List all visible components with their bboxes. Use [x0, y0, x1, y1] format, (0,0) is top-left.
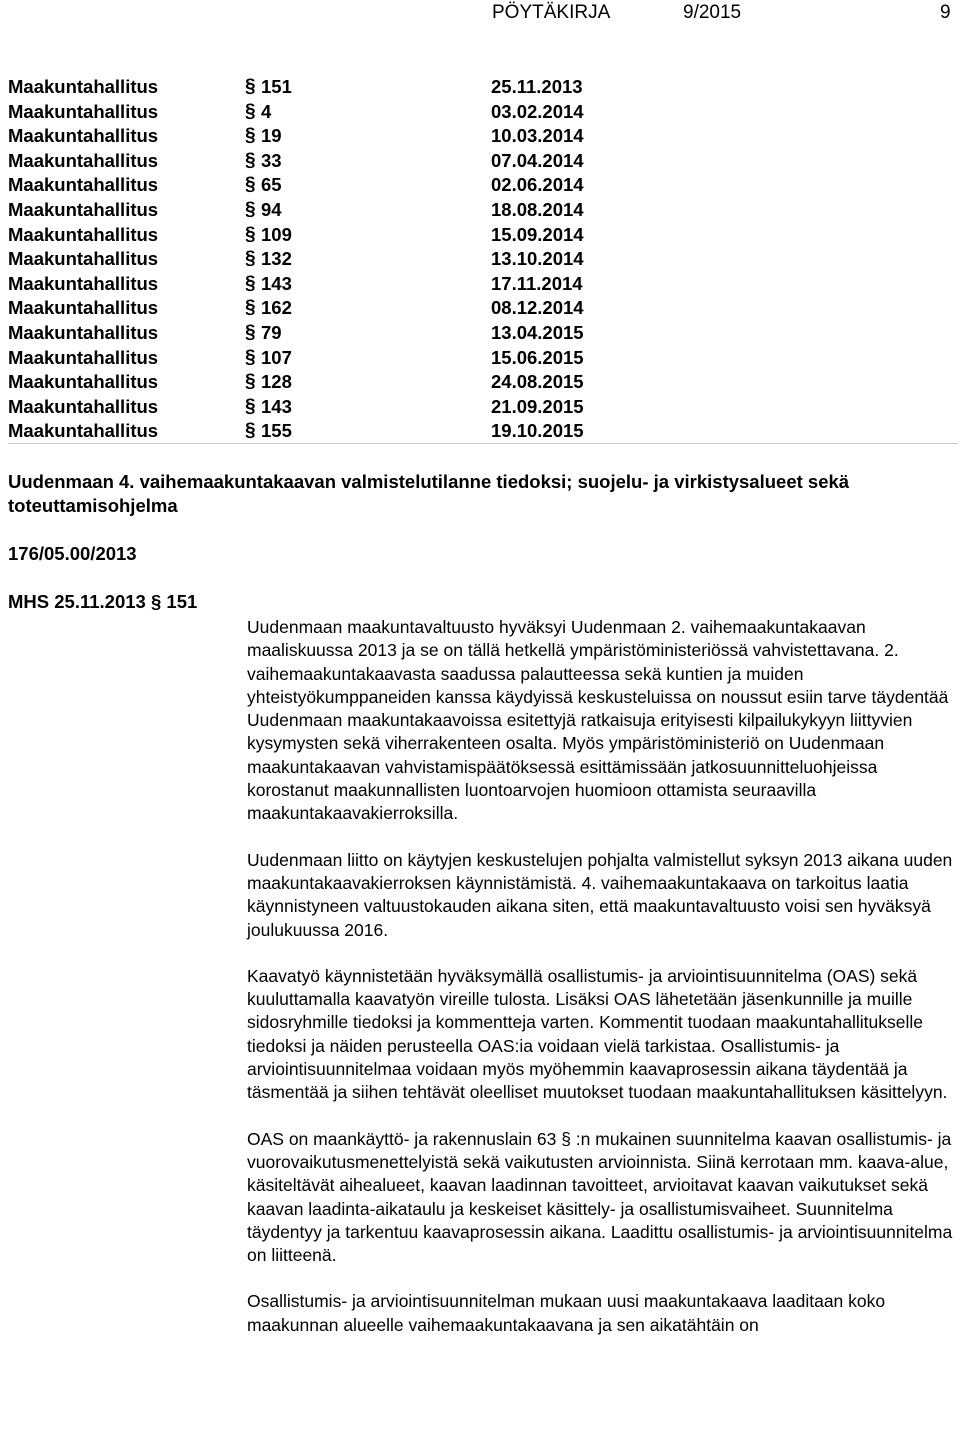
section-number: 128 — [261, 371, 292, 393]
decision-date: 17.11.2014 — [491, 272, 583, 294]
decision-body: Maakuntahallitus — [8, 198, 159, 220]
history-row — [8, 419, 953, 444]
item-body — [247, 616, 955, 1360]
body-paragraph: Uudenmaan liitto on käytyjen keskustelujen pohjalta valmistellut syksyn 2013 aikana uuden maakuntakaavakierroksen käynnistämistä. 4. vaihemaakuntakaava on tarkoitus laatia käynnistyneen valtuustokauden aikana siten, että maakuntavaltuusto voisi sen hyväksyä joulukuussa 2016. — [247, 849, 953, 940]
section-number: 155 — [261, 420, 292, 442]
section-mark: § — [245, 149, 256, 171]
section-number: 151 — [261, 76, 292, 97]
decision-date: 15.09.2014 — [491, 223, 584, 245]
reference-date: MHS 25.11.2013 — [8, 591, 146, 612]
decision-date: 21.09.2015 — [491, 395, 584, 417]
decision-date: 08.12.2014 — [491, 297, 584, 319]
decision-date: 07.04.2014 — [491, 149, 584, 171]
section-number: 19 — [261, 125, 282, 147]
previous-handling-reference — [8, 590, 197, 614]
decision-date: 13.10.2014 — [491, 248, 584, 270]
section-number: 143 — [261, 272, 292, 294]
section-mark: § — [245, 395, 256, 417]
body-paragraph: Osallistumis- ja arviointisuunnitelman mukaan uusi maakuntakaava laaditaan koko maakunnan alueelle vaihemaakuntakaavana ja sen aikatähtäin on — [247, 1291, 886, 1335]
history-row — [8, 124, 953, 149]
section-number: 143 — [261, 395, 292, 417]
decision-date: 10.03.2014 — [491, 125, 584, 147]
item-title: Uudenmaan 4. vaihemaakuntakaavan valmistelutilanne tiedoksi; suojelu- ja virkistysalueet sekä toteuttamisohjelma — [8, 471, 850, 516]
history-row — [8, 346, 953, 371]
decision-body: Maakuntahallitus — [8, 76, 159, 97]
section-mark: § — [245, 346, 256, 368]
decision-body: Maakuntahallitus — [8, 272, 159, 294]
decision-date: 03.02.2014 — [491, 100, 584, 122]
history-row — [8, 75, 953, 100]
decision-date: 02.06.2014 — [491, 174, 584, 196]
issue-number: 9/2015 — [683, 2, 742, 23]
history-row — [8, 272, 953, 297]
section-divider — [8, 443, 958, 444]
section-number: 109 — [261, 223, 292, 245]
section-number: 4 — [261, 100, 272, 122]
history-row — [8, 223, 953, 248]
history-row — [8, 100, 953, 125]
decision-body: Maakuntahallitus — [8, 395, 159, 417]
section-mark: § — [245, 198, 256, 220]
section-number: 33 — [261, 149, 282, 171]
section-mark: § — [245, 371, 256, 393]
section-mark: § — [245, 272, 256, 294]
decision-date: 15.06.2015 — [491, 346, 584, 368]
section-mark: § — [245, 174, 256, 196]
section-mark: § — [245, 248, 256, 270]
decision-body: Maakuntahallitus — [8, 321, 159, 343]
body-paragraph: Uudenmaan maakuntavaltuusto hyväksyi Uudenmaan 2. vaihemaakuntakaavan maaliskuussa 2013 ja se on tällä hetkellä ympäristöministeriössä vahvistettavana. 2. vaihemaakuntakaavasta saadussa palautteessa sekä kuntien ja muiden yhteistyökumppaneiden kanssa käydyissä keskusteluissa on noussut esiin tarve täydentää Uudenmaan maakuntakaavoissa esitettyjä ratkaisuja erityisesti kilpailukykyyn liittyvien kysymysten sekä viherrakenteen osalta. Myös ympäristöministeriö on Uudenmaan maakuntakaavan vahvistamispäätöksessä esittämissään jatkosuunnitteluohjeissa korostanut maakunnallisten luontoarvojen huomioon ottamista seuraavilla maakuntakaavakierroksilla. — [247, 617, 949, 824]
section-number: 65 — [261, 174, 282, 196]
history-row — [8, 173, 953, 198]
history-row — [8, 321, 953, 346]
decision-date: 25.11.2013 — [491, 76, 583, 97]
decision-body: Maakuntahallitus — [8, 248, 159, 270]
decision-body: Maakuntahallitus — [8, 346, 159, 368]
decision-date: 13.04.2015 — [491, 321, 584, 343]
history-row — [8, 395, 953, 420]
decision-body: Maakuntahallitus — [8, 297, 159, 319]
decision-date: 19.10.2015 — [491, 420, 584, 442]
decision-date: 18.08.2014 — [491, 198, 584, 220]
section-number: 94 — [261, 198, 282, 220]
decision-date: 24.08.2015 — [491, 371, 584, 393]
handling-history — [8, 75, 953, 444]
section-mark: § — [245, 223, 256, 245]
decision-body: Maakuntahallitus — [8, 125, 159, 147]
decision-body: Maakuntahallitus — [8, 420, 159, 442]
section-mark: § — [245, 420, 256, 442]
document-type: PÖYTÄKIRJA — [492, 2, 611, 23]
section-mark: § — [245, 100, 256, 122]
decision-body: Maakuntahallitus — [8, 174, 159, 196]
decision-body: Maakuntahallitus — [8, 371, 159, 393]
section-mark: § — [245, 76, 256, 97]
reference-number: 151 — [166, 591, 198, 612]
history-row — [8, 149, 953, 174]
body-paragraph: OAS on maankäyttö- ja rakennuslain 63 § :n mukainen suunnitelma kaavan osallistumis- ja vuorovaikutusmenettelyistä sekä vaikutusten arvioinnista. Siinä kerrotaan mm. kaava-alue, käsiteltävät aihealueet, kaavan laadinnan tavoitteet, arvioitavat kaavan vaikutukset sekä kaavan laadinta-aikataulu ja keskeiset käsittely- ja osallistumisvaiheet. Suunnitelma täydentyy ja tarkentuu kaavaprosessin aikana. Laadittu osallistumis- ja arviointisuunnitelma on liitteenä. — [247, 1128, 953, 1266]
section-number: 107 — [261, 346, 292, 368]
section-mark: § — [245, 125, 256, 147]
history-row — [8, 296, 953, 321]
section-mark: § — [245, 297, 256, 319]
section-number: 162 — [261, 297, 292, 319]
section-mark: § — [245, 321, 256, 343]
history-row — [8, 198, 953, 223]
body-paragraph: Kaavatyö käynnistetään hyväksymällä osallistumis- ja arviointisuunnitelma (OAS) sekä kuuluttamalla kaavatyön vireille tulosta. Lisäksi OAS lähetetään jäsenkunnille ja muille sidosryhmille tiedoksi ja kommentteja varten. Kommentit tuodaan maakuntahallitukselle tiedoksi ja näiden perusteella OAS:ia voidaan vielä tarkistaa. Osallistumis- ja arviointisuunnitelmaa voidaan myös myöhemmin kaavaprosessin aikana täydentää ja täsmentää ja siihen tehtävät oleelliset muutokset tuodaan maakuntahallituksen käsittelyyn. — [247, 965, 948, 1103]
section-mark: § — [150, 591, 162, 612]
history-row — [8, 247, 953, 272]
history-row — [8, 370, 953, 395]
decision-body: Maakuntahallitus — [8, 100, 159, 122]
section-number: 132 — [261, 248, 292, 270]
record-number: 176/05.00/2013 — [8, 543, 137, 564]
decision-body: Maakuntahallitus — [8, 223, 159, 245]
section-number: 79 — [261, 321, 282, 343]
decision-body: Maakuntahallitus — [8, 149, 159, 171]
page-number: 9 — [940, 2, 951, 23]
